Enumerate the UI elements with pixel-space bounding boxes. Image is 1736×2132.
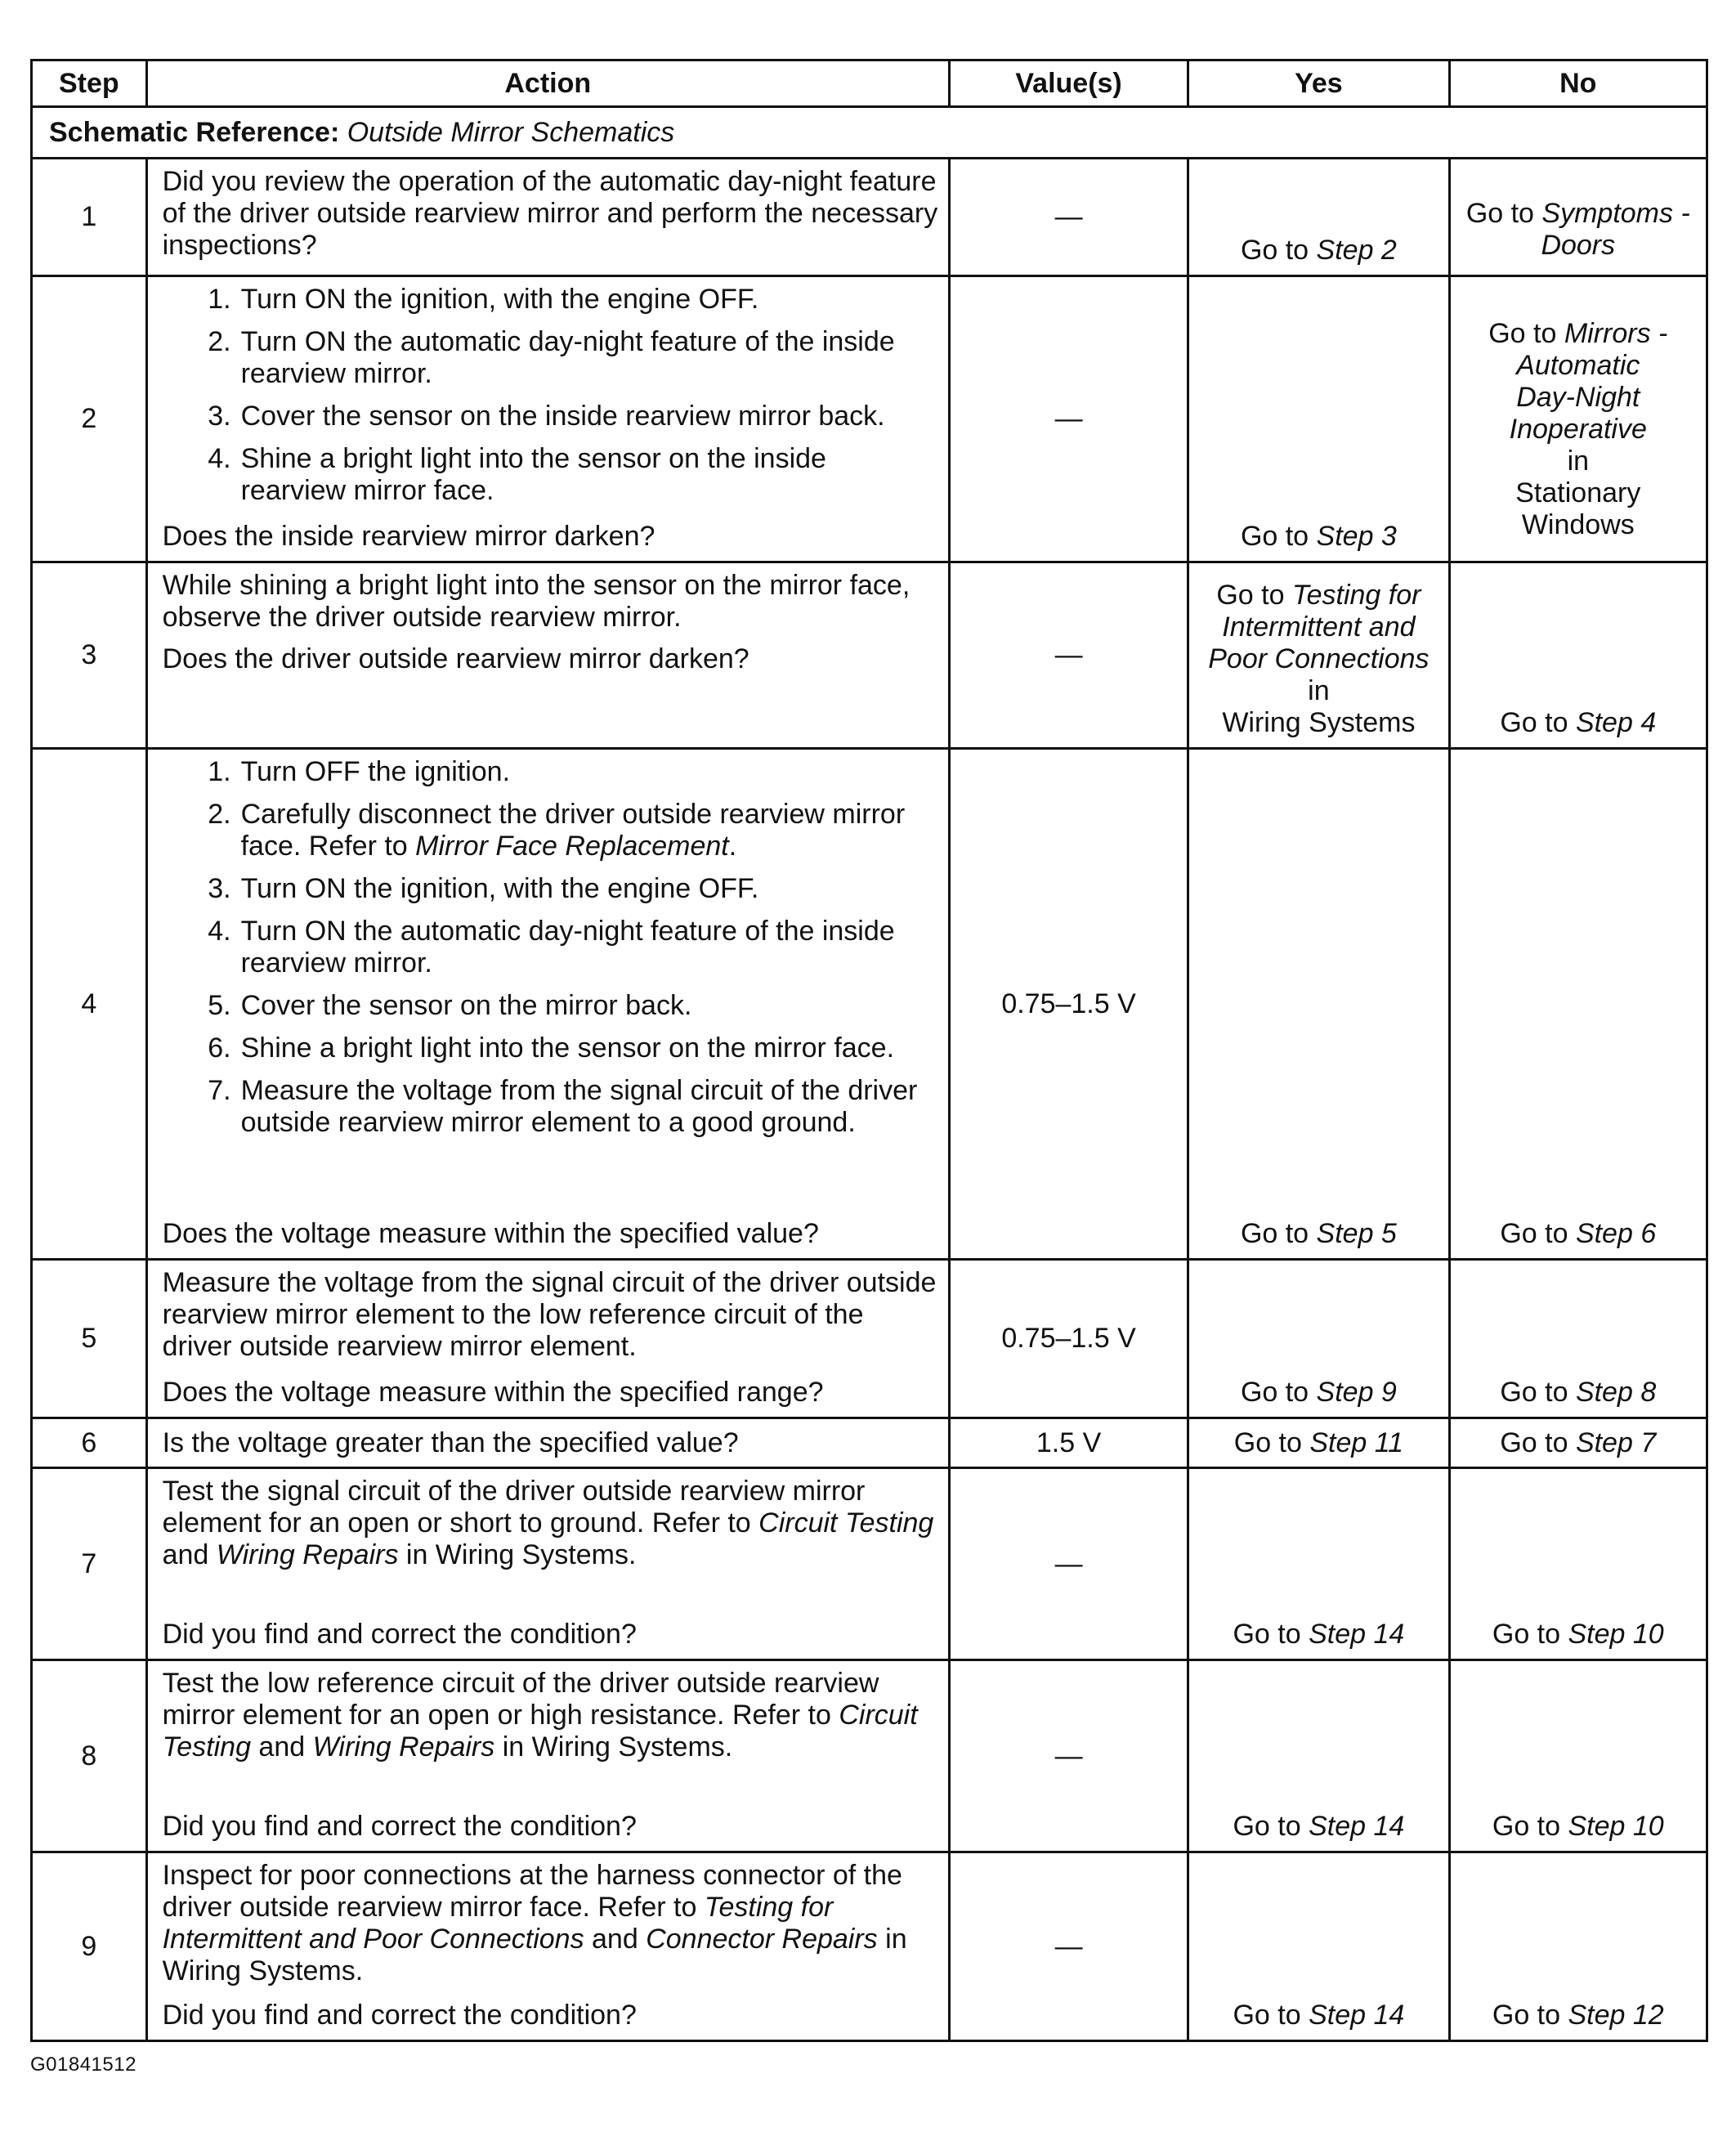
no-link-cont[interactable]: Doors [1541, 229, 1616, 261]
value-cell: — [949, 1660, 1188, 1852]
substep-number: 5. [208, 990, 231, 1021]
action-question: Does the voltage measure within the specified value? [162, 1218, 819, 1249]
value-cell: — [949, 1468, 1188, 1660]
substep [163, 443, 938, 507]
value-cell: 1.5 V [949, 1418, 1188, 1468]
yes-prefix: Go to [1240, 1218, 1317, 1249]
no-prefix: Go to [1492, 1619, 1568, 1650]
reference-link[interactable]: Wiring Repairs [312, 1731, 495, 1762]
table-row [32, 1468, 1707, 1660]
header-step: Step [32, 60, 147, 107]
substep [163, 284, 938, 316]
yes-link-cont[interactable]: Intermittent and [1222, 611, 1416, 643]
substep-list [163, 284, 938, 517]
substep-text-main: Carefully disconnect the driver outside rearview mirror face. Refer to [240, 799, 906, 862]
action-text-mid: and [162, 1539, 217, 1570]
table-row [32, 562, 1707, 749]
substep-text: Turn ON the automatic day-night feature of the inside rearview mirror. [240, 326, 895, 389]
substep-number: 1. [208, 284, 231, 315]
no-cell [1449, 276, 1707, 562]
value-cell: — [949, 159, 1188, 276]
no-prefix: Go to [1500, 1218, 1576, 1249]
no-link[interactable]: Mirrors - [1564, 318, 1668, 349]
value-cell: — [949, 276, 1188, 562]
no-link-cont[interactable]: Inoperative [1509, 414, 1647, 445]
step-number: 2 [32, 276, 147, 562]
no-prefix: Go to [1492, 1811, 1568, 1842]
yes-link[interactable]: Testing for [1291, 580, 1421, 611]
substep-number: 7. [208, 1075, 231, 1106]
no-link[interactable]: Step 8 [1575, 1377, 1657, 1408]
yes-link[interactable]: Step 3 [1316, 521, 1397, 552]
yes-cell [1188, 159, 1449, 276]
yes-prefix: Go to [1240, 521, 1317, 552]
no-prefix: Go to [1500, 1377, 1576, 1408]
substep-text: Turn OFF the ignition. [240, 756, 511, 787]
substep-text: Turn ON the ignition, with the engine OFF. [240, 284, 759, 315]
action-text-end: in Wiring Systems. [162, 1924, 907, 1986]
yes-cell [1188, 562, 1449, 749]
substep [163, 1032, 938, 1064]
no-cell [1449, 1660, 1707, 1852]
action-text-mid: and [250, 1731, 313, 1762]
step-number: 3 [32, 562, 147, 749]
value-cell: — [949, 562, 1188, 749]
header-values: Value(s) [949, 60, 1188, 107]
action-text: Measure the voltage from the signal circuit of the driver outside rearview mirror element to the low reference circuit of the driver outside rearview mirror element. [162, 1267, 937, 1362]
substep-number: 3. [208, 401, 231, 432]
yes-link[interactable]: Step 11 [1309, 1427, 1404, 1458]
no-cell [1449, 159, 1707, 276]
action-cell [146, 1260, 949, 1418]
yes-prefix: Go to [1233, 1427, 1310, 1458]
yes-prefix: Go to [1233, 2000, 1309, 2031]
no-link-cont[interactable]: Day-Night [1516, 382, 1640, 413]
substep-text: Turn ON the ignition, with the engine OFF. [240, 873, 759, 904]
no-prefix: Go to [1488, 318, 1564, 349]
substep [163, 756, 938, 788]
no-link[interactable]: Step 4 [1575, 707, 1657, 738]
step-number: 1 [32, 159, 147, 276]
step-number: 4 [32, 749, 147, 1260]
substep-number: 2. [208, 326, 231, 357]
reference-link[interactable]: Wiring Repairs [216, 1539, 399, 1570]
step-number: 9 [32, 1852, 147, 2041]
no-in: in [1567, 446, 1590, 477]
action-text-main: Inspect for poor connections at the harness connector of the driver outside rearview mirror face. Refer to [162, 1860, 902, 1923]
table-row [32, 276, 1707, 562]
step-number: 7 [32, 1468, 147, 1660]
substep-number: 2. [208, 799, 231, 830]
action-cell [146, 1660, 949, 1852]
substep [163, 401, 938, 432]
schematic-label: Schematic Reference: [49, 116, 340, 148]
action-text [163, 1476, 938, 1571]
table-row [32, 1660, 1707, 1852]
action-question: Does the inside rearview mirror darken? [162, 521, 655, 552]
substep-text-end: . [728, 831, 737, 862]
substep-text: Turn ON the automatic day-night feature of the inside rearview mirror. [240, 916, 895, 979]
action-cell [146, 1852, 949, 2041]
no-cell [1449, 562, 1707, 749]
action-question: Does the voltage measure within the specified range? [162, 1377, 824, 1408]
no-location-cont: Windows [1521, 509, 1635, 540]
substep [163, 916, 938, 979]
diagnostic-table [30, 59, 1708, 2042]
reference-link[interactable]: Connector Repairs [646, 1924, 878, 1955]
schematic-reference-row [32, 107, 1707, 159]
no-cell [1449, 1260, 1707, 1418]
table-row [32, 159, 1707, 276]
action-cell [146, 1468, 949, 1660]
value-cell: 0.75–1.5 V [949, 749, 1188, 1260]
yes-prefix: Go to [1233, 1619, 1309, 1650]
substep-number: 1. [208, 756, 231, 787]
action-question: Is the voltage greater than the specified value? [162, 1427, 739, 1458]
substep-text: Shine a bright light into the sensor on the inside rearview mirror face. [240, 443, 826, 506]
substep-text: Cover the sensor on the inside rearview mirror back. [240, 401, 885, 432]
substep-text: Cover the sensor on the mirror back. [240, 990, 692, 1021]
header-action: Action [146, 60, 949, 107]
action-text-end: in Wiring Systems. [398, 1539, 637, 1570]
yes-prefix: Go to [1240, 235, 1317, 266]
header-row [32, 60, 1707, 107]
yes-cell [1188, 276, 1449, 562]
no-prefix: Go to [1492, 2000, 1568, 2031]
step-number: 8 [32, 1660, 147, 1852]
substep [163, 326, 938, 390]
no-location: Stationary [1515, 477, 1641, 508]
yes-prefix: Go to [1240, 1377, 1317, 1408]
yes-in: in [1308, 675, 1330, 706]
schematic-link[interactable]: Outside Mirror Schematics [347, 116, 675, 148]
table-row [32, 1852, 1707, 2041]
substep-list [163, 756, 938, 1149]
yes-link[interactable]: Step 14 [1309, 1811, 1405, 1842]
yes-link[interactable]: Step 9 [1316, 1377, 1397, 1408]
substep [163, 799, 938, 862]
table-row [32, 1260, 1707, 1418]
no-link[interactable]: Step 10 [1568, 1619, 1664, 1650]
action-text [163, 1668, 938, 1763]
action-question: Does the driver outside rearview mirror darken? [162, 643, 749, 674]
action-text: Did you review the operation of the automatic day-night feature of the driver outside rearview mirror and perform the necessary inspections? [162, 166, 938, 261]
action-text-end: in Wiring Systems. [494, 1731, 733, 1762]
yes-link[interactable]: Step 5 [1316, 1218, 1397, 1249]
no-link[interactable]: Symptoms - [1541, 197, 1690, 229]
action-text-main: Test the low reference circuit of the driver outside rearview mirror element for an open or high resistance. Refer to [162, 1668, 879, 1731]
value-cell: 0.75–1.5 V [949, 1260, 1188, 1418]
table-row [32, 1418, 1707, 1468]
table-row [32, 749, 1707, 1260]
action-cell [146, 749, 949, 1260]
yes-link[interactable]: Step 14 [1309, 1619, 1405, 1650]
yes-cell [1188, 1660, 1449, 1852]
substep [163, 990, 938, 1022]
yes-link[interactable]: Step 2 [1316, 235, 1397, 266]
value-cell: — [949, 1852, 1188, 2041]
substep-text: Shine a bright light into the sensor on the mirror face. [240, 1032, 895, 1064]
reference-link[interactable]: Circuit Testing [758, 1507, 934, 1539]
substep-number: 4. [208, 916, 231, 947]
no-link-cont[interactable]: Automatic [1516, 350, 1640, 381]
yes-link-cont[interactable]: Poor Connections [1208, 643, 1430, 674]
step-number: 5 [32, 1260, 147, 1418]
action-cell [146, 1418, 949, 1468]
no-cell [1449, 749, 1707, 1260]
no-cell [1449, 1852, 1707, 2041]
yes-cell [1188, 749, 1449, 1260]
no-cell [1449, 1468, 1707, 1660]
no-cell [1449, 1418, 1707, 1468]
figure-id: G01841512 [30, 2054, 136, 2076]
substep-text: Measure the voltage from the signal circuit of the driver outside rearview mirror element to a good ground. [240, 1075, 918, 1138]
substep-number: 6. [208, 1032, 231, 1064]
schematic-reference [32, 107, 1707, 159]
substep [163, 873, 938, 905]
action-cell [146, 276, 949, 562]
action-question: Did you find and correct the condition? [162, 1619, 637, 1650]
action-text-main: Test the signal circuit of the driver outside rearview mirror element for an open or short to ground. Refer to [162, 1476, 866, 1539]
no-prefix: Go to [1500, 1427, 1576, 1458]
substep-text [241, 799, 938, 862]
yes-prefix: Go to [1233, 1811, 1309, 1842]
yes-cell [1188, 1852, 1449, 2041]
header-no: No [1449, 60, 1707, 107]
no-link[interactable]: Step 7 [1575, 1427, 1657, 1458]
no-prefix: Go to [1465, 197, 1542, 229]
step-number: 6 [32, 1418, 147, 1468]
yes-prefix: Go to [1216, 580, 1292, 611]
substep-number: 4. [208, 443, 231, 474]
no-prefix: Go to [1500, 707, 1576, 738]
reference-link[interactable]: Circuit Testing [162, 1700, 918, 1762]
reference-link[interactable]: Testing for Intermittent and Poor Connections [162, 1892, 834, 1955]
no-link[interactable]: Step 10 [1568, 1811, 1664, 1842]
action-question: Did you find and correct the condition? [162, 2000, 637, 2031]
yes-location: Wiring Systems [1222, 707, 1416, 738]
no-link[interactable]: Step 6 [1575, 1218, 1657, 1249]
action-text-mid: and [584, 1924, 647, 1955]
action-cell [146, 562, 949, 749]
action-cell [146, 159, 949, 276]
yes-link[interactable]: Step 14 [1309, 2000, 1405, 2031]
yes-cell [1188, 1468, 1449, 1660]
yes-cell [1188, 1260, 1449, 1418]
substep-reference-link[interactable]: Mirror Face Replacement [415, 831, 729, 862]
substep [163, 1075, 938, 1139]
action-question: Did you find and correct the condition? [162, 1811, 637, 1842]
no-link[interactable]: Step 12 [1568, 2000, 1664, 2031]
header-yes: Yes [1188, 60, 1449, 107]
yes-cell [1188, 1418, 1449, 1468]
substep-number: 3. [208, 873, 231, 904]
action-text [163, 1860, 938, 1987]
action-text: While shining a bright light into the sensor on the mirror face, observe the driver outside rearview mirror. [162, 570, 911, 633]
